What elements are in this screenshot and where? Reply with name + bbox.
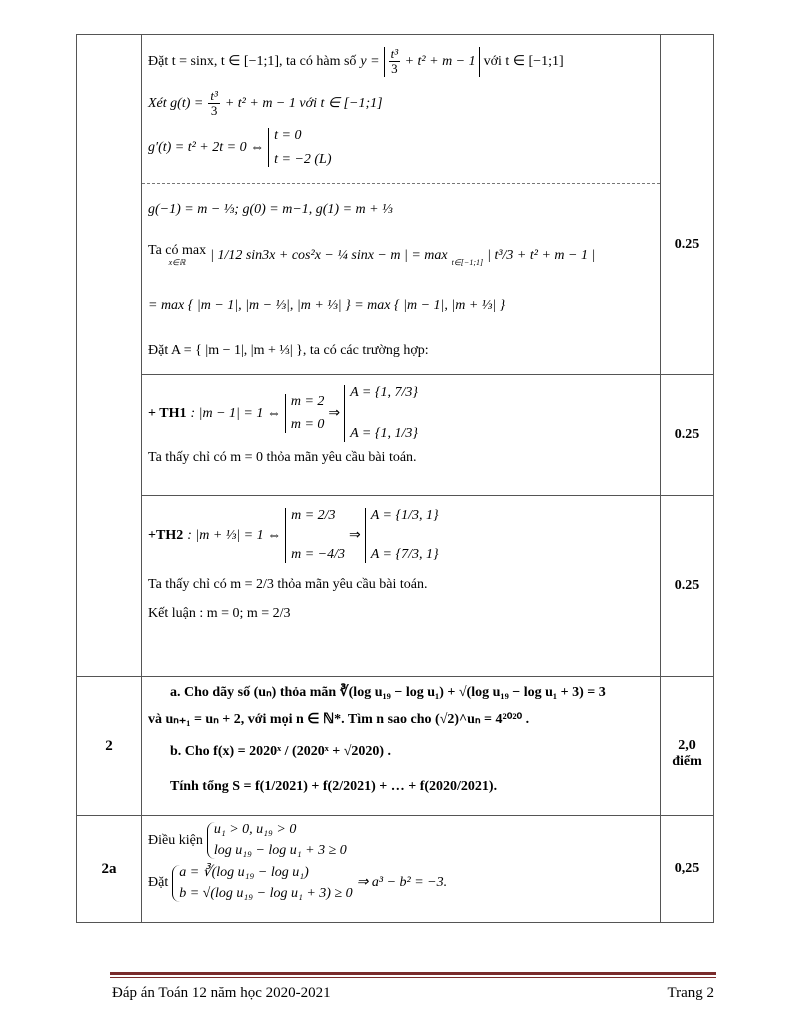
content-cell — [142, 816, 661, 923]
math-line: +TH2 : |m + ⅓| = 1 ⇔ m = 2/3 m = −4/3 ⇒ A = {1/3, 1} A = {7/3, 1} — [148, 508, 439, 563]
math-line: b. Cho f(x) = 2020ˣ / (2020ˣ + √2020) . — [170, 743, 392, 759]
math-line: g(−1) = m − ⅓; g(0) = m−1, g(1) = m + ⅓ — [148, 202, 393, 217]
math-line: = max { |m − 1|, |m − ⅓|, |m + ⅓| } = max { |m − 1|, |m + ⅓| } — [148, 297, 506, 313]
question-number-cell: 2a — [77, 816, 142, 923]
content-cell — [142, 375, 661, 496]
table-row — [77, 184, 714, 375]
question-number-cell — [77, 35, 142, 677]
math-line: Tính tổng S = f(1/2021) + f(2/2021) + … + f(2020/2021). — [170, 779, 498, 795]
math-line: + TH1 : |m − 1| = 1 ⇔ m = 2 m = 0 ⇒ A = {1, 7/3} A = {1, 1/3} — [148, 385, 418, 442]
math-line: Điều kiện u₁ > 0, u₁₉ > 0 log u₁₉ − log u₁ + 3 ≥ 0 — [148, 822, 347, 859]
case-bracket: m = 2/3 m = −4/3 — [285, 508, 345, 563]
abs-expression: $\frac{\text{t³}}{3}$ + t² + m − 1 — [384, 47, 480, 77]
score-cell: 0.25 — [661, 375, 714, 496]
math-line: Đặt t = sinx, t ∈ [−1;1], ta có hàm số y = $\frac{\text{t³}}{3}$ + t² + m − 1 với t ∈ [−1;1] — [148, 46, 564, 77]
case-bracket: A = {1/3, 1} A = {7/3, 1} — [365, 508, 439, 563]
content-cell — [142, 35, 661, 184]
case-bracket: t = 0 t = −2 (L) — [268, 128, 331, 167]
system-brace: u₁ > 0, u₁₉ > 0 log u₁₉ − log u₁ + 3 ≥ 0 — [207, 822, 347, 859]
math-line: Ta thấy chỉ có m = 2/3 thỏa mãn yêu cầu bài toán. — [148, 576, 428, 592]
score-cell: 0.25 — [661, 496, 714, 677]
math-line: Ta thấy chỉ có m = 0 thỏa mãn yêu cầu bài toán. — [148, 449, 417, 465]
table-row — [77, 496, 714, 677]
footer-rule — [110, 972, 716, 975]
answer-table — [76, 34, 714, 923]
math-line: Đặt a = ∛(log u₁₉ − log u₁) b = √(log u₁₉ − log u₁ + 3) ≥ 0 ⇒ a³ − b² = −3. — [148, 864, 448, 902]
content-cell — [142, 184, 661, 375]
system-brace: a = ∛(log u₁₉ − log u₁) b = √(log u₁₉ − log u₁ + 3) ≥ 0 — [172, 865, 352, 902]
page-number: Trang 2 — [667, 985, 714, 1001]
footer-rule-thin — [110, 977, 716, 978]
math-line: Xét g(t) = $\frac{\text{t³}}{3}$ + t² + m − 1 với t ∈ [−1;1] — [148, 87, 383, 118]
math-line: Ta có max x∈ℝ | 1/12 sin3x + cos²x − ¼ sinx − m | = max t∈[−1;1] | t³/3 + t² + m − 1 | — [148, 243, 596, 267]
question-number-cell: 2 — [77, 677, 142, 816]
table-row — [77, 35, 714, 184]
math-line: Kết luận : m = 0; m = 2/3 — [148, 606, 291, 622]
score-cell: 2,0 điểm — [661, 677, 714, 816]
math-line: và uₙ₊₁ = uₙ + 2, với mọi n ∈ ℕ*. Tìm n sao cho (√2)^uₙ = 4²⁰²⁰ . — [148, 712, 530, 728]
table-row — [77, 375, 714, 496]
score-cell: 0.25 — [661, 35, 714, 375]
math-line: Đặt A = { |m − 1|, |m + ⅓| }, ta có các trường hợp: — [148, 342, 429, 358]
footer-title: Đáp án Toán 12 năm học 2020-2021 — [112, 985, 331, 1001]
content-cell — [142, 496, 661, 677]
math-line: a. Cho dãy số (uₙ) thỏa mãn ∛(log u₁₉ − log u₁) + √(log u₁₉ − log u₁ + 3) = 3 — [170, 685, 606, 700]
math-line: g′(t) = t² + 2t = 0 ⇔ t = 0 t = −2 (L) — [148, 128, 332, 167]
score-cell: 0,25 — [661, 816, 714, 923]
content-cell — [142, 677, 661, 816]
table-row — [77, 816, 714, 923]
case-bracket: m = 2 m = 0 — [285, 394, 325, 433]
table-row — [77, 677, 714, 816]
case-bracket: A = {1, 7/3} A = {1, 1/3} — [344, 385, 418, 442]
